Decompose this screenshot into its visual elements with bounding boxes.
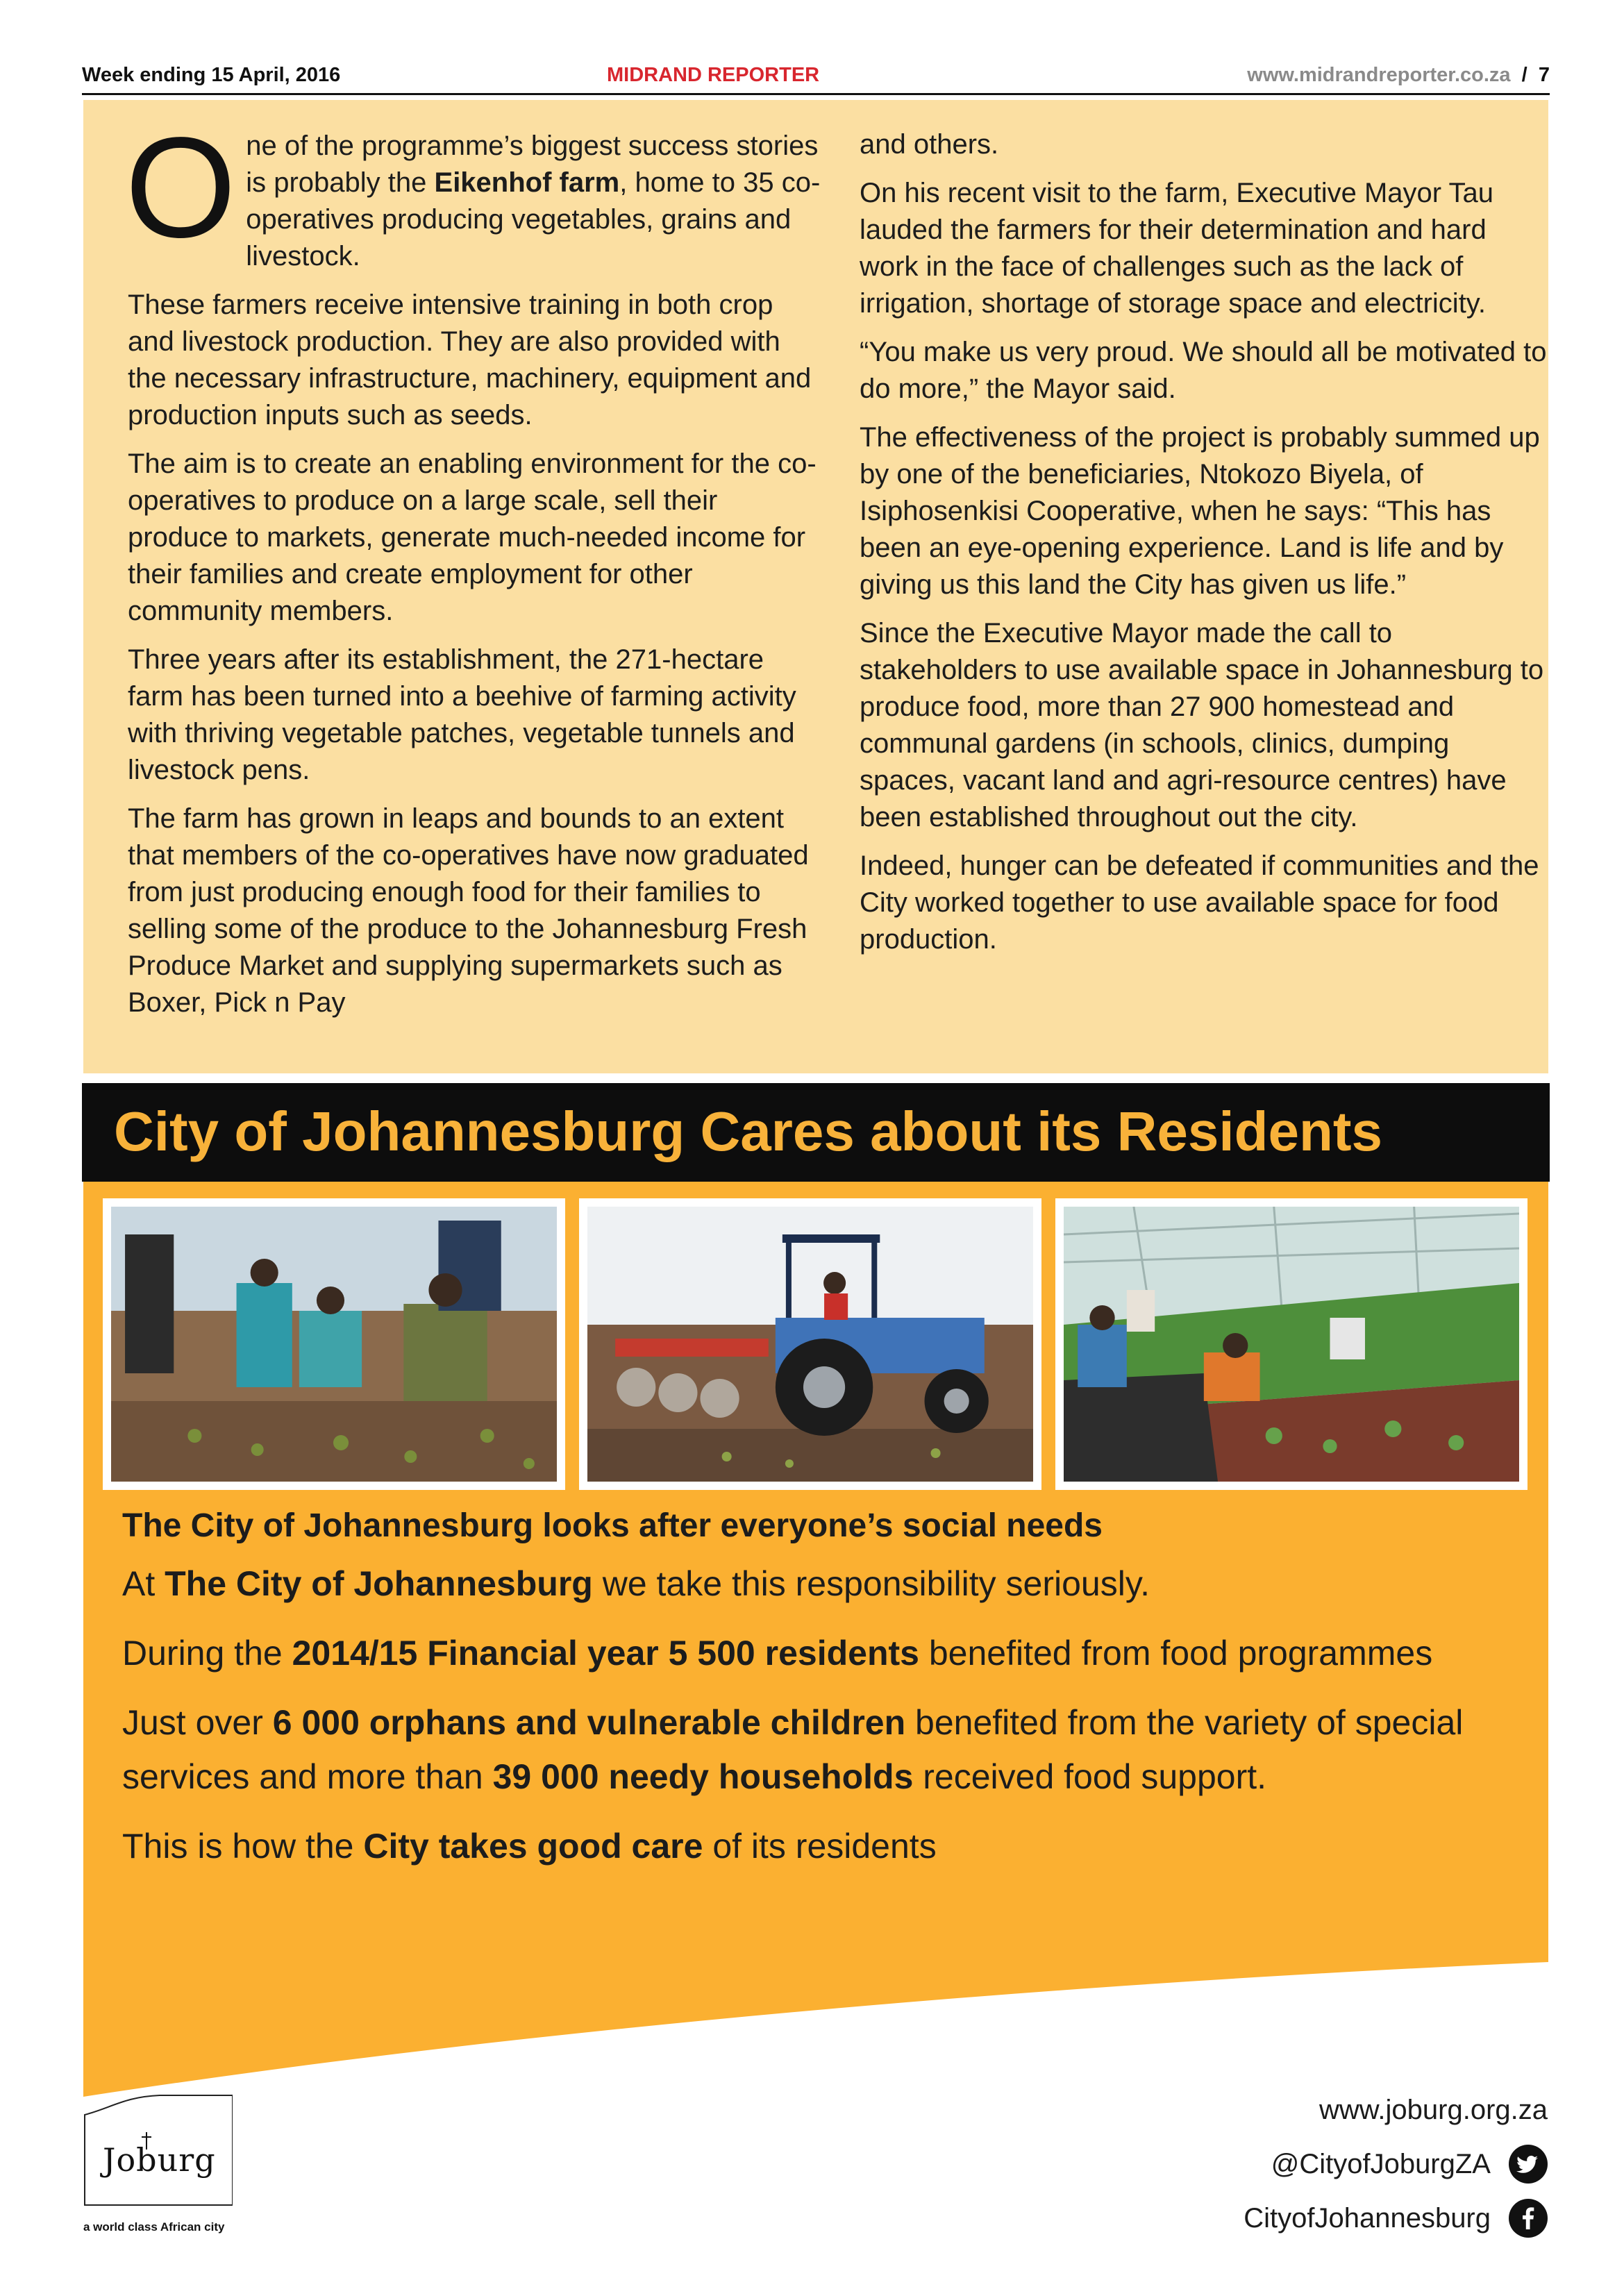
section-banner <box>82 1083 1550 1182</box>
drop-cap: O <box>125 108 237 267</box>
header-rule <box>82 93 1550 95</box>
tractor-image <box>587 1207 1033 1482</box>
header-separator: / <box>1521 64 1527 86</box>
photo-tractor <box>579 1198 1041 1490</box>
article-paragraph: The effectiveness of the project is probably summed up by one of the beneficiaries, Ntokozo Biyela, of Isiphosenkisi Cooperative, when he says: “This has been an eye-opening experience. Land is life and by giving us this land the City has given us life.” <box>860 422 1540 600</box>
greenhouse-image <box>1064 1207 1519 1482</box>
text-run: At <box>122 1564 165 1603</box>
article-column-1 <box>125 108 822 1033</box>
article-paragraph: On his recent visit to the farm, Executive Mayor Tau lauded the farmers for their determination and hard work in the face of challenges such as the lack of irrigation, shortage of storage space and electricity. <box>860 178 1493 319</box>
care-text <box>122 1505 1476 1888</box>
footer-website-row <box>1244 2083 1548 2137</box>
page-number: 7 <box>1538 64 1550 86</box>
footer-links <box>1244 2083 1548 2245</box>
text-run: we take this responsibility seriously. <box>592 1564 1150 1603</box>
text-run: During the <box>122 1634 292 1673</box>
care-paragraph <box>122 1557 1476 1611</box>
article-paragraph: Since the Executive Mayor made the call to stakeholders to use available space in Johannesburg to produce food, more than 27 900 homestead and communal gardens (in schools, clinics, dumping spaces, vacant land and agri-resource centres) have been established throughout out the city. <box>860 618 1544 832</box>
care-paragraph <box>122 1626 1476 1680</box>
article-paragraph: These farmers receive intensive training in both crop and livestock production. They are also provided with the necessary infrastructure, machinery, equipment and production inputs such as seeds. <box>128 290 812 430</box>
footer-facebook-row <box>1244 2191 1548 2245</box>
farm-name: Eikenhof farm <box>434 167 620 198</box>
facebook-f-icon[interactable] <box>1509 2199 1548 2238</box>
publication-name: MIDRAND REPORTER <box>607 64 820 86</box>
text-run: of its residents <box>703 1827 937 1866</box>
article-paragraph <box>125 108 822 275</box>
text-run: Just over <box>122 1703 273 1742</box>
text-run-bold: 2014/15 Financial year 5 500 residents <box>292 1634 919 1673</box>
footer-twitter-row <box>1244 2137 1548 2191</box>
website-text: www.midrandreporter.co.za <box>1247 64 1511 86</box>
banner-title: City of Johannesburg Cares about its Residents <box>114 1100 1382 1162</box>
text-run-bold: 6 000 orphans and vulnerable children <box>272 1703 906 1742</box>
footer-website-link[interactable]: www.joburg.org.za <box>1319 2095 1548 2125</box>
publication-website <box>1247 64 1550 87</box>
logo-tagline: a world class African city <box>83 2220 225 2234</box>
text-run: This is how the <box>122 1827 364 1866</box>
article-column-2 <box>860 126 1547 970</box>
farmers-planting-image <box>111 1207 557 1482</box>
text-run: ne of the programme’s biggest success stories is probably the <box>246 131 819 198</box>
text-run: benefited from food programmes <box>919 1634 1433 1673</box>
text-run: , home to 35 co-operatives producing vegetables, grains and livestock. <box>246 167 821 271</box>
page-header <box>82 64 1550 94</box>
care-heading: The City of Johannesburg looks after everyone’s social needs <box>122 1507 1103 1544</box>
article-box <box>83 100 1548 1073</box>
article-paragraph: Indeed, hunger can be defeated if communities and the City worked together to use available space for food production. <box>860 850 1539 955</box>
logo-wordmark: Joburg <box>103 2141 216 2179</box>
article-paragraph: and others. <box>860 129 999 160</box>
care-paragraph <box>122 1695 1476 1804</box>
photo-greenhouse <box>1055 1198 1527 1490</box>
article-paragraph: Three years after its establishment, the 271-hectare farm has been turned into a beehive of farming activity with thriving vegetable patches, vegetable tunnels and livestock pens. <box>128 644 796 785</box>
text-run-bold: The City of Johannesburg <box>165 1564 593 1603</box>
issue-date: Week ending 15 April, 2016 <box>82 64 341 86</box>
article-paragraph: The farm has grown in leaps and bounds to an extent that members of the co-operatives have now graduated from just producing enough food for their families to selling some of the produce to the Johannesburg Fresh Produce Market and supplying supermarkets such as Boxer, Pick n Pay <box>128 803 809 1018</box>
text-run-bold: City takes good care <box>363 1827 703 1866</box>
text-run: received food support. <box>913 1757 1267 1796</box>
twitter-bird-icon[interactable] <box>1509 2145 1548 2184</box>
photo-farmers-planting <box>103 1198 565 1490</box>
joburg-logo <box>83 2094 233 2179</box>
facebook-page-link[interactable]: CityofJohannesburg <box>1244 2203 1491 2234</box>
care-paragraph <box>122 1819 1476 1873</box>
article-paragraph: The aim is to create an enabling environment for the co-operatives to produce on a large scale, sell their produce to markets, generate much-needed income for their families and create employment for other community members. <box>128 449 817 626</box>
text-run-bold: 39 000 needy households <box>492 1757 914 1796</box>
twitter-handle-link[interactable]: @CityofJoburgZA <box>1271 2149 1491 2179</box>
article-paragraph: “You make us very proud. We should all be motivated to do more,” the Mayor said. <box>860 337 1547 404</box>
text-run: benefited from the variety of special services and more than <box>122 1703 1464 1796</box>
